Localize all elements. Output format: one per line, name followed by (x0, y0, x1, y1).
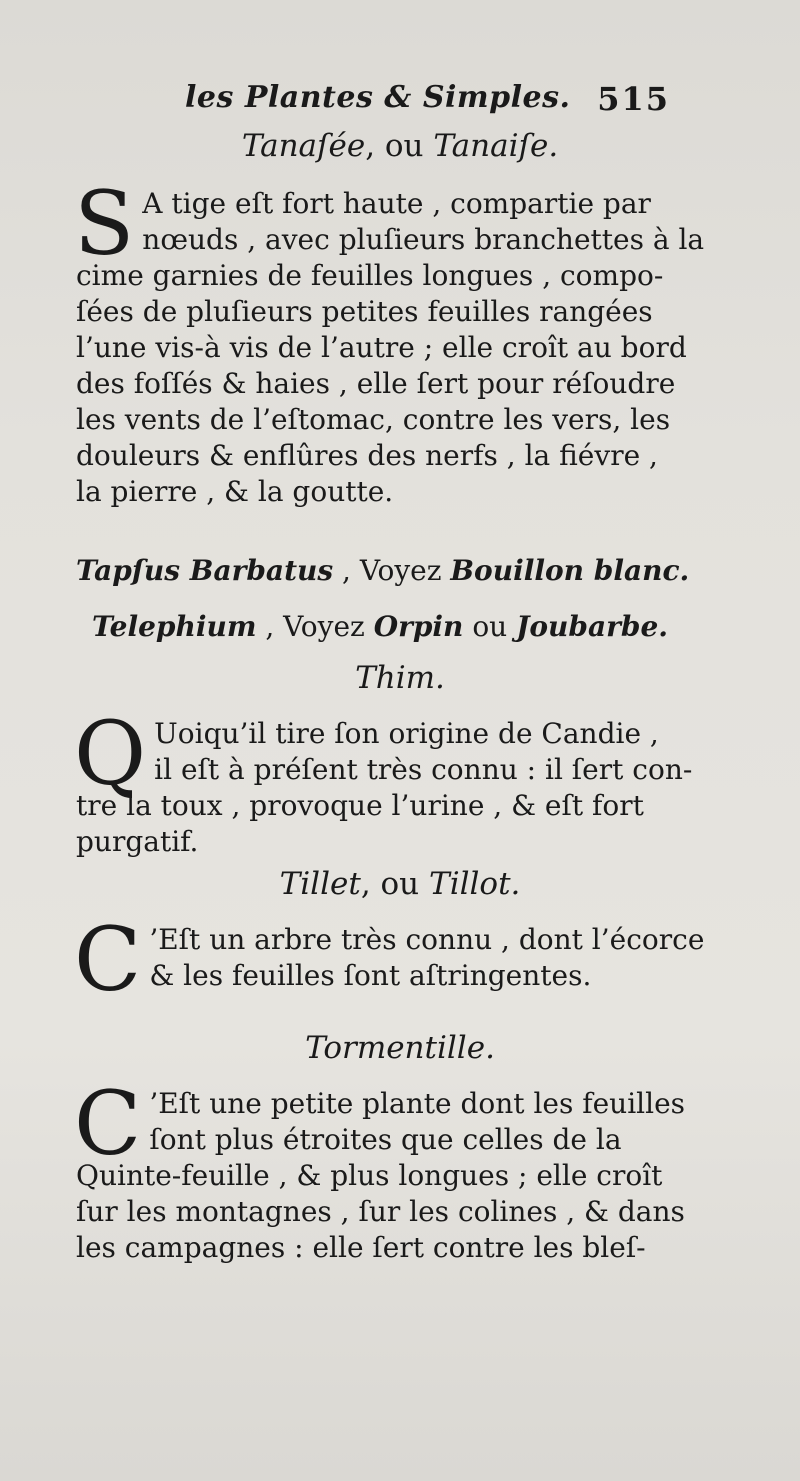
title-part: Tillot. (429, 866, 521, 902)
drop-cap: S (74, 172, 135, 275)
text-line: cime garnies de feuilles longues , compo- (76, 259, 664, 292)
text-line: ſont plus étroites que celles de la (149, 1123, 622, 1156)
text-line: ’Eſt une petite plante dont les feuilles (149, 1087, 686, 1120)
title-part: Tanaſée (241, 128, 366, 164)
text-line: ’Eſt un arbre très connu , dont l’écorce (149, 923, 705, 956)
drop-cap: C (74, 1072, 142, 1175)
text-line: les campagnes : elle ſert contre les bleſ- (76, 1231, 646, 1264)
crossref-telephium (92, 610, 712, 643)
entry-title-thim: Thim. (355, 660, 445, 696)
crossref-tapsus (76, 554, 696, 587)
drop-cap: C (74, 908, 142, 1011)
title-part: Tanaiſe. (433, 128, 559, 164)
text-line: ſur les montagnes , ſur les colines , & dans (76, 1195, 685, 1228)
crossref-term: Telephium (92, 610, 257, 643)
text-line: douleurs & enflûres des nerfs , la fiévre , (76, 439, 658, 472)
text-line: Uoiqu’il tire ſon origine de Candie , (154, 717, 659, 750)
text-line: la pierre , & la goutte. (76, 475, 394, 508)
text-line: des foſſés & haies , elle ſert pour réſoudre (76, 367, 676, 400)
text-line: tre la toux , provoque l’urine , & eſt fort (76, 789, 644, 822)
crossref-or: ou (463, 610, 517, 643)
text-line: il eſt à préſent très connu : il ſert con- (154, 753, 693, 786)
page-header (185, 80, 670, 124)
text-line: A tige eſt fort haute , compartie par (142, 187, 651, 220)
title-part: Tillet (279, 866, 361, 902)
paragraph-tanasee (74, 172, 705, 510)
text-line: Quinte-feuille , & plus longues ; elle croît (76, 1159, 663, 1192)
paragraph-thim (74, 702, 693, 860)
entry-title-tanasee (0, 128, 800, 164)
crossref-target: Joubarbe. (516, 610, 669, 643)
crossref-target: Orpin (373, 610, 464, 643)
text-line: les vents de l’eſtomac, contre les vers, les (76, 403, 671, 436)
paragraph-tormentille (74, 1072, 686, 1266)
crossref-term: Tapſus Barbatus (76, 554, 334, 587)
drop-cap: Q (74, 702, 147, 805)
entry-title-tormentille: Tormentille. (305, 1030, 495, 1066)
crossref-voyez: , Voyez (333, 554, 451, 587)
crossref-voyez: , Voyez (256, 610, 374, 643)
text-line: purgatif. (76, 825, 199, 858)
text-line: nœuds , avec pluſieurs branchettes à la (142, 223, 705, 256)
text-line: l’une vis-à vis de l’autre ; elle croît au bord (76, 331, 687, 364)
title-separator: , ou (365, 128, 434, 164)
crossref-target: Bouillon blanc. (450, 554, 690, 587)
paragraph-tillet (74, 908, 705, 1011)
text-line: & les feuilles ſont aſtringentes. (149, 959, 592, 992)
entry-title-tillet (0, 866, 800, 902)
page-number: 515 (597, 80, 670, 118)
title-separator: , ou (360, 866, 430, 902)
text-line: ſées de pluſieurs petites feuilles rangées (76, 295, 653, 328)
running-title: les Plantes & Simples. (185, 80, 571, 115)
